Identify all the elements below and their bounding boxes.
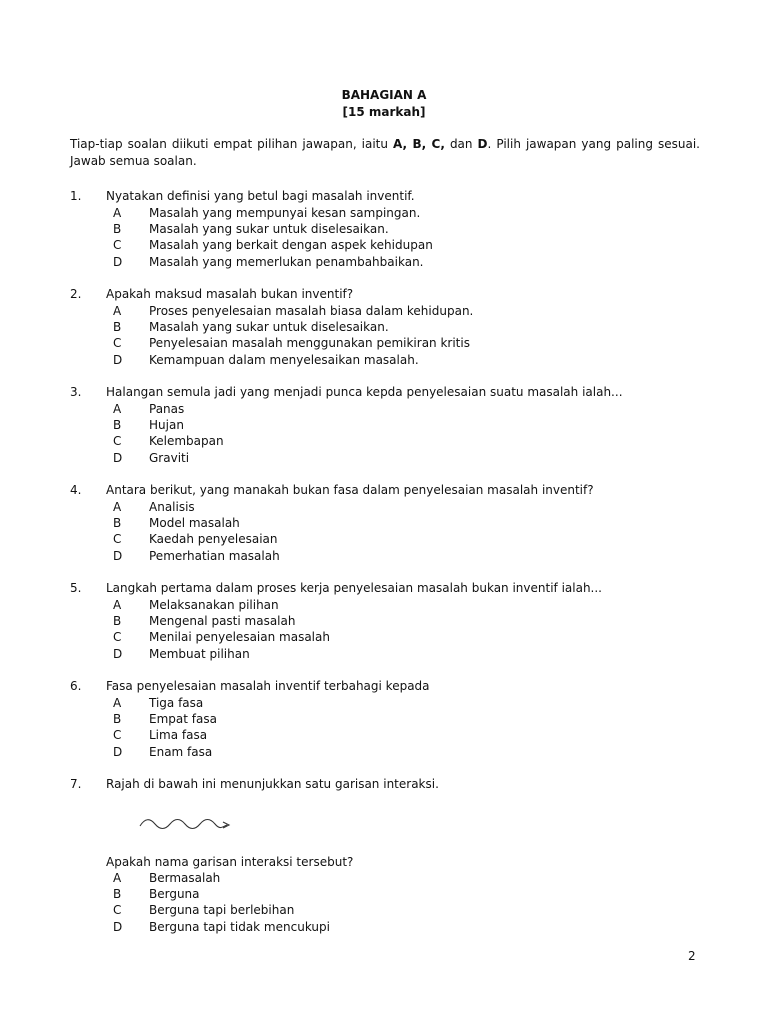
option-c [0,531,768,547]
option-d [0,646,768,662]
option-text: Berguna tapi berlebihan [149,903,295,917]
option-letter: A [113,206,122,220]
option-d [0,548,768,564]
option-d [0,254,768,270]
option-d [0,450,768,466]
option-letter: B [113,418,122,432]
option-letter: D [113,920,123,934]
option-text: Hujan [149,418,184,432]
option-text: Bermasalah [149,871,221,885]
option-c [0,237,768,253]
option-letter: C [113,532,122,546]
option-text: Graviti [149,451,190,465]
option-letter: C [113,238,122,252]
option-b [0,886,768,902]
instructions-part3: . Pilih jawapan yang paling sesuai. Jawab semua soalan. [70,137,700,168]
question-text: Fasa penyelesaian masalah inventif terbahagi kepada [106,679,430,693]
option-b [0,417,768,433]
option-c [0,727,768,743]
option-d [0,744,768,760]
question-text: Apakah maksud masalah bukan inventif? [106,287,354,301]
option-b [0,515,768,531]
option-text: Kaedah penyelesaian [149,532,278,546]
question-text: Nyatakan definisi yang betul bagi masalah inventif. [106,189,415,203]
option-text: Panas [149,402,185,416]
option-text: Mengenal pasti masalah [149,614,296,628]
question-text: Rajah di bawah ini menunjukkan satu garisan interaksi. [106,777,439,791]
option-text: Enam fasa [149,745,213,759]
option-text: Masalah yang berkait dengan aspek kehidupan [149,238,433,252]
interaction-line-diagram [136,812,236,836]
question-number: 7. [70,777,82,791]
option-b [0,221,768,237]
option-letter: C [113,336,122,350]
option-letter: A [113,598,122,612]
subquestion-text: Apakah nama garisan interaksi tersebut? [106,855,354,869]
question-number: 4. [70,483,82,497]
option-text: Masalah yang sukar untuk diselesaikan. [149,320,389,334]
option-letter: C [113,630,122,644]
option-c [0,433,768,449]
question-text: Langkah pertama dalam proses kerja penyelesaian masalah bukan inventif ialah... [106,581,602,595]
option-a [0,597,768,613]
section-title: BAHAGIAN A [341,88,427,102]
option-letter: D [113,353,123,367]
option-text: Berguna [149,887,200,901]
option-letter: B [113,320,122,334]
option-a [0,870,768,886]
option-letter: B [113,887,122,901]
option-letter: D [113,647,123,661]
option-text: Analisis [149,500,195,514]
instructions-bold-d: D [477,137,488,151]
question-text: Halangan semula jadi yang menjadi punca kepda penyelesaian suatu masalah ialah... [106,385,623,399]
option-letter: C [113,903,122,917]
option-a [0,695,768,711]
option-letter: A [113,871,122,885]
instructions [70,136,700,170]
option-a [0,401,768,417]
option-text: Membuat pilihan [149,647,250,661]
question-number: 1. [70,189,82,203]
question-text: Antara berikut, yang manakah bukan fasa dalam penyelesaian masalah inventif? [106,483,594,497]
option-letter: B [113,516,122,530]
question-number: 3. [70,385,82,399]
option-text: Melaksanakan pilihan [149,598,279,612]
option-c [0,902,768,918]
option-b [0,613,768,629]
question-number: 5. [70,581,82,595]
option-letter: B [113,222,122,236]
question-number: 2. [70,287,82,301]
option-letter: B [113,712,122,726]
option-c [0,335,768,351]
option-text: Masalah yang sukar untuk diselesaikan. [149,222,389,236]
question-number: 6. [70,679,82,693]
option-letter: D [113,745,123,759]
option-letter: C [113,434,122,448]
option-text: Penyelesaian masalah menggunakan pemikiran kritis [149,336,470,350]
page-number: 2 [688,949,696,963]
option-text: Kelembapan [149,434,224,448]
option-d [0,352,768,368]
wavy-line [140,820,227,829]
option-text: Tiga fasa [149,696,204,710]
option-text: Masalah yang memerlukan penambahbaikan. [149,255,424,269]
option-letter: A [113,402,122,416]
option-letter: A [113,696,122,710]
option-text: Proses penyelesaian masalah biasa dalam kehidupan. [149,304,474,318]
option-a [0,303,768,319]
option-text: Lima fasa [149,728,208,742]
instructions-part2: dan [444,137,478,151]
option-letter: C [113,728,122,742]
instructions-part1: Tiap-tiap soalan diikuti empat pilihan jawapan, iaitu [70,137,394,151]
option-letter: A [113,304,122,318]
option-c [0,629,768,645]
option-a [0,499,768,515]
option-text: Berguna tapi tidak mencukupi [149,920,330,934]
option-b [0,711,768,727]
option-text: Menilai penyelesaian masalah [149,630,330,644]
option-a [0,205,768,221]
option-letter: D [113,549,123,563]
option-letter: D [113,451,123,465]
section-marks: [15 markah] [342,105,426,119]
option-text: Model masalah [149,516,240,530]
option-b [0,319,768,335]
option-text: Masalah yang mempunyai kesan sampingan. [149,206,421,220]
option-d [0,919,768,935]
option-text: Kemampuan dalam menyelesaikan masalah. [149,353,419,367]
option-text: Empat fasa [149,712,217,726]
option-letter: B [113,614,122,628]
option-letter: D [113,255,123,269]
option-letter: A [113,500,122,514]
option-text: Pemerhatian masalah [149,549,280,563]
instructions-bold-options: A, B, C, [393,137,445,151]
